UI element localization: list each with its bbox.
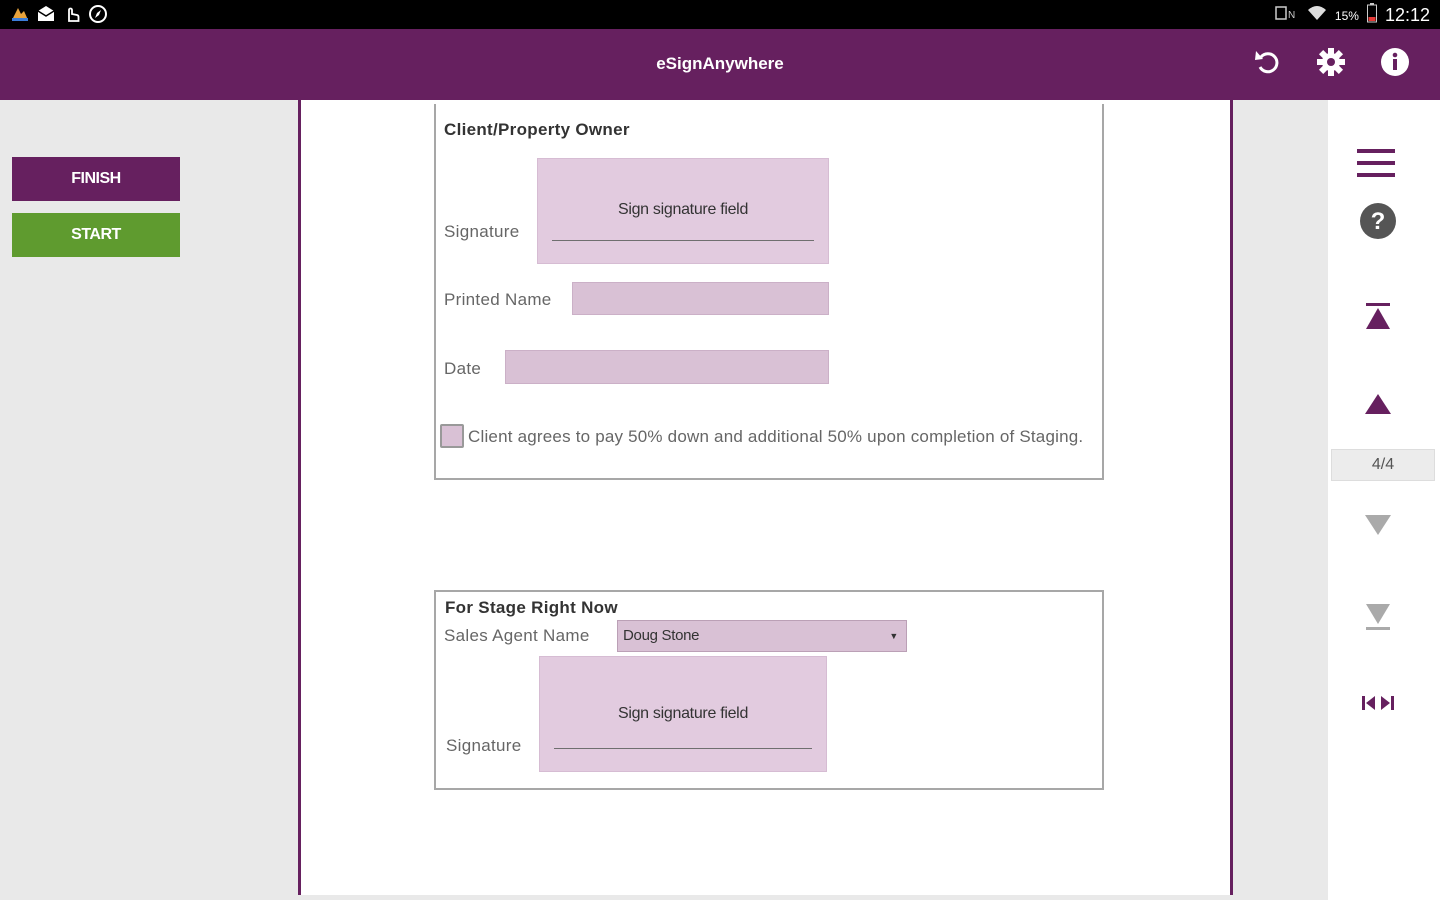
notification-icons bbox=[10, 4, 108, 24]
stage-section bbox=[434, 590, 1104, 790]
client-section-title: Client/Property Owner bbox=[444, 120, 630, 139]
nfc-icon bbox=[1275, 4, 1299, 27]
last-page-button[interactable] bbox=[1358, 600, 1398, 638]
signature-field-text: Sign signature field bbox=[617, 705, 749, 722]
client-signature-field[interactable] bbox=[537, 158, 829, 264]
right-gutter bbox=[1233, 100, 1328, 900]
svg-text:N: N bbox=[1287, 10, 1296, 21]
wifi-icon bbox=[1307, 3, 1327, 28]
date-field[interactable] bbox=[505, 350, 829, 384]
agreement-text: Client agrees to pay 50% down and additional 50% upon completion of Staging. bbox=[468, 427, 1084, 446]
printed-name-label: Printed Name bbox=[444, 290, 552, 309]
system-status bbox=[1275, 3, 1430, 28]
first-page-icon bbox=[1363, 300, 1393, 335]
finish-button[interactable]: FINISH bbox=[12, 157, 180, 201]
stage-section-title: For Stage Right Now bbox=[445, 598, 618, 617]
next-page-button[interactable] bbox=[1358, 508, 1398, 546]
first-page-button[interactable] bbox=[1358, 298, 1398, 336]
battery-percent: 15% bbox=[1334, 8, 1359, 23]
menu-button[interactable] bbox=[1354, 144, 1398, 186]
navigation-rail bbox=[1328, 100, 1440, 900]
clock: 12:12 bbox=[1384, 5, 1430, 25]
mail-icon bbox=[36, 4, 56, 24]
client-section bbox=[434, 104, 1104, 480]
battery-low-icon bbox=[1367, 3, 1377, 28]
start-button[interactable]: START bbox=[12, 213, 180, 257]
sales-agent-label: Sales Agent Name bbox=[444, 626, 590, 645]
printed-name-field[interactable] bbox=[572, 282, 829, 315]
dropdown-caret-icon: ▼ bbox=[889, 631, 898, 641]
help-button[interactable] bbox=[1356, 202, 1400, 244]
stage-signature-field[interactable] bbox=[539, 656, 827, 772]
client-signature-label: Signature bbox=[444, 222, 520, 241]
gear-icon bbox=[1315, 46, 1347, 83]
app-notification-icon bbox=[10, 4, 30, 24]
agreement-checkbox[interactable] bbox=[440, 424, 464, 448]
document-page bbox=[298, 100, 1233, 895]
status-bar bbox=[0, 0, 1440, 29]
fit-page-icon bbox=[1360, 694, 1396, 717]
stage-signature-label: Signature bbox=[446, 736, 522, 755]
app-title: eSignAnywhere bbox=[656, 54, 784, 73]
hand-icon bbox=[62, 4, 82, 24]
next-page-icon bbox=[1363, 511, 1393, 544]
undo-button[interactable] bbox=[1251, 47, 1285, 81]
signature-line bbox=[552, 240, 814, 241]
previous-page-icon bbox=[1363, 389, 1393, 422]
app-bar bbox=[0, 29, 1440, 100]
previous-page-button[interactable] bbox=[1358, 386, 1398, 424]
sales-agent-value: Doug Stone bbox=[623, 627, 700, 644]
help-icon bbox=[1359, 202, 1397, 245]
last-page-icon bbox=[1363, 602, 1393, 637]
signature-line bbox=[554, 748, 812, 749]
info-button[interactable] bbox=[1378, 47, 1412, 81]
fit-page-button[interactable] bbox=[1358, 690, 1398, 720]
left-panel bbox=[0, 100, 298, 900]
signature-field-text: Sign signature field bbox=[617, 201, 749, 218]
sales-agent-dropdown[interactable] bbox=[617, 620, 907, 652]
page-indicator: 4/4 bbox=[1331, 449, 1435, 481]
info-icon bbox=[1379, 46, 1411, 83]
undo-icon bbox=[1253, 47, 1283, 82]
menu-icon bbox=[1356, 146, 1396, 185]
svg-text:?: ? bbox=[1370, 207, 1386, 235]
settings-button[interactable] bbox=[1314, 47, 1348, 81]
compass-icon bbox=[88, 4, 108, 24]
date-label: Date bbox=[444, 359, 482, 378]
